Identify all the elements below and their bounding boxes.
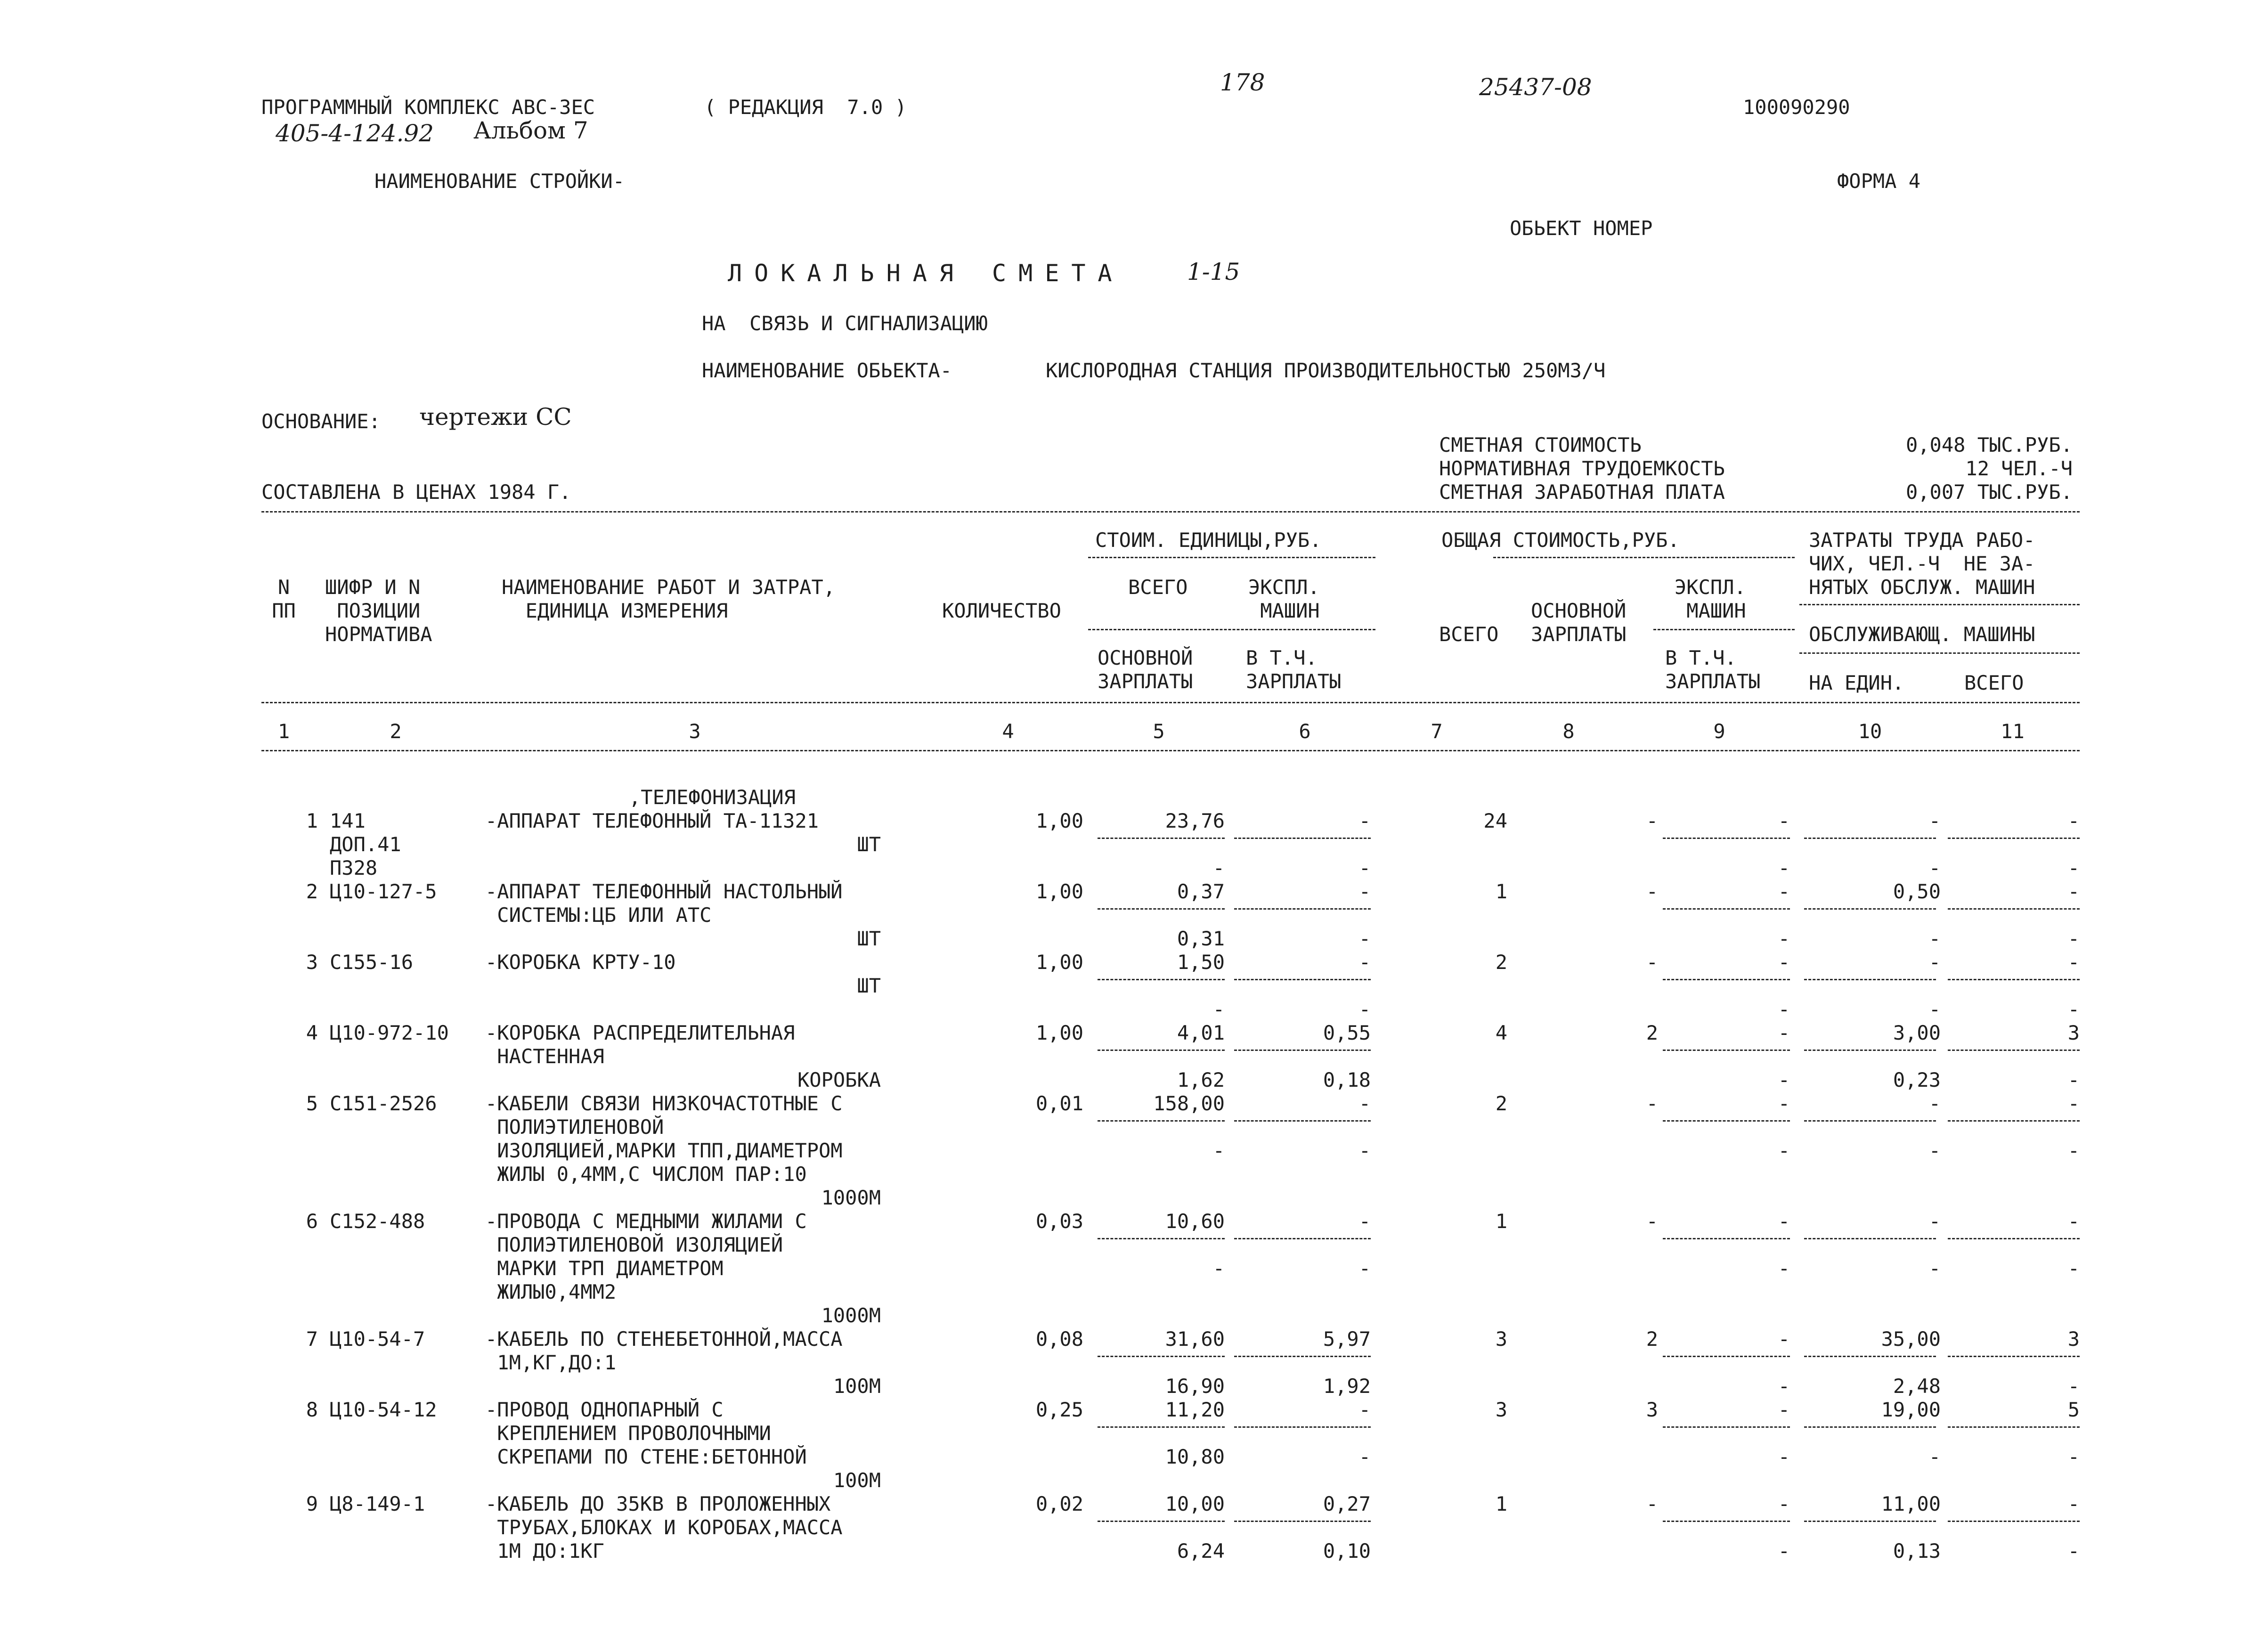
row-quantity: 0,03 — [1035, 1210, 1083, 1233]
row-labor-total-machines: - — [2067, 1139, 2080, 1162]
row-quantity: 1,00 — [1035, 880, 1083, 903]
col-number: 11 — [2001, 720, 2025, 743]
table-rule-numbers-bottom — [261, 750, 2080, 751]
row-unit: 1000М — [821, 1186, 881, 1209]
document-number: 100090290 — [1743, 96, 1850, 119]
document-number-handwritten: 25437-08 — [1479, 73, 1592, 101]
row-total-wage: - — [1646, 880, 1658, 903]
row-unit-machine: - — [1358, 1092, 1371, 1115]
row-unit-total: 4,01 — [1177, 1021, 1225, 1044]
row-labor-per-unit-machines: - — [1928, 998, 1941, 1021]
row-split-rule — [1948, 1120, 2080, 1122]
col-number: 9 — [1713, 720, 1725, 743]
row-labor-total: 5 — [2067, 1398, 2080, 1421]
row-split-rule — [1663, 1426, 1790, 1428]
row-labor-total-machines: - — [2067, 856, 2080, 879]
row-total-wage: - — [1646, 1092, 1658, 1115]
col-header-total: ВСЕГО — [1439, 623, 1499, 646]
row-split-rule — [1804, 1426, 1936, 1428]
row-quantity: 1,00 — [1035, 1021, 1083, 1044]
row-quantity: 0,25 — [1035, 1398, 1083, 1421]
row-unit-machine: - — [1358, 1210, 1371, 1233]
row-split-rule — [1663, 1238, 1790, 1239]
program-edition: ( РЕДАКЦИЯ 7.0 ) — [704, 96, 907, 119]
row-number: 2 — [306, 880, 318, 903]
row-total: 1 — [1495, 880, 1507, 903]
row-split-rule — [1234, 1521, 1371, 1522]
row-split-rule — [1804, 1120, 1936, 1122]
col-header-unit-wage: ОСНОВНОЙ ЗАРПЛАТЫ — [1098, 646, 1193, 693]
row-split-rule — [1234, 908, 1371, 910]
row-name: -КОРОБКА РАСПРЕДЕЛИТЕЛЬНАЯ НАСТЕННАЯ — [485, 1021, 795, 1068]
row-split-rule — [1948, 1356, 2080, 1357]
row-split-rule — [1663, 908, 1790, 910]
row-total: 24 — [1483, 809, 1507, 832]
row-labor-total: - — [2067, 1210, 2080, 1233]
row-unit-wage: 10,80 — [1165, 1445, 1225, 1468]
row-unit-wage: 6,24 — [1177, 1539, 1225, 1562]
row-unit-machine-wage: 0,18 — [1323, 1068, 1371, 1091]
row-unit-machine-wage: - — [1358, 1257, 1371, 1280]
row-name: -КАБЕЛИ СВЯЗИ НИЗКОЧАСТОТНЫЕ С ПОЛИЭТИЛЕНОВОЙ ИЗОЛЯЦИЕЙ,МАРКИ ТПП,ДИАМЕТРОМ ЖИЛЫ 0,4ММ,С ЧИСЛОМ ПАР:10 — [485, 1092, 843, 1186]
row-labor-total: 3 — [2067, 1021, 2080, 1044]
page-number-handwritten: 178 — [1220, 69, 1265, 96]
estimate-number-handwritten: 1-15 — [1187, 258, 1240, 285]
row-total: 3 — [1495, 1398, 1507, 1421]
row-split-rule — [1234, 1238, 1371, 1239]
row-total: 2 — [1495, 1092, 1507, 1115]
row-code: Ц10-54-12 — [330, 1398, 437, 1421]
summary-value-labor: 12 ЧЕЛ.-Ч — [1965, 457, 2073, 480]
col-number: 2 — [390, 720, 402, 743]
row-split-rule — [1804, 1356, 1936, 1357]
row-unit: ШТ — [857, 974, 881, 997]
summary-label-cost: СМЕТНАЯ СТОИМОСТЬ — [1439, 433, 1642, 456]
row-split-rule — [1804, 838, 1936, 839]
table-rule-labor-b — [1799, 652, 2080, 654]
row-unit-total: 0,37 — [1177, 880, 1225, 903]
row-unit-machine-wage: - — [1358, 1139, 1371, 1162]
album-label: Альбом 7 — [473, 117, 588, 144]
row-unit: ШТ — [857, 833, 881, 856]
col-group-total-cost: ОБЩАЯ СТОИМОСТЬ,РУБ. — [1441, 529, 1680, 552]
col-header-unit-machine: ЭКСПЛ. МАШИН — [1248, 576, 1320, 622]
row-split-rule — [1098, 1426, 1225, 1428]
row-total-wage: - — [1646, 809, 1658, 832]
row-quantity: 0,08 — [1035, 1327, 1083, 1351]
row-labor-per-unit: - — [1928, 809, 1941, 832]
row-labor-per-unit: - — [1928, 951, 1941, 974]
row-unit-wage: - — [1212, 1139, 1225, 1162]
row-total-machine: - — [1778, 951, 1790, 974]
col-number: 6 — [1299, 720, 1311, 743]
row-split-rule — [1663, 1356, 1790, 1357]
row-total-machine: - — [1778, 809, 1790, 832]
col-header-unit-machine-wage: В Т.Ч. ЗАРПЛАТЫ — [1246, 646, 1342, 693]
row-split-rule — [1234, 1050, 1371, 1051]
form-label: ФОРМА 4 — [1837, 170, 1921, 193]
row-labor-total-machines: - — [2067, 1445, 2080, 1468]
row-split-rule — [1098, 838, 1225, 839]
row-unit: КОРОБКА — [797, 1068, 881, 1091]
row-labor-total-machines: - — [2067, 927, 2080, 950]
summary-label-wage: СМЕТНАЯ ЗАРАБОТНАЯ ПЛАТА — [1439, 480, 1725, 504]
row-total-machine: - — [1778, 1210, 1790, 1233]
row-split-rule — [1948, 1050, 2080, 1051]
row-total-machine-wage: - — [1778, 1539, 1790, 1562]
row-labor-total: - — [2067, 809, 2080, 832]
row-total-machine: - — [1778, 1327, 1790, 1351]
row-unit-wage: - — [1212, 856, 1225, 879]
estimate-subject: НА СВЯЗЬ И СИГНАЛИЗАЦИЮ — [702, 312, 988, 335]
row-labor-total: - — [2067, 1492, 2080, 1515]
col-group-labor-machines: ОБСЛУЖИВАЮЩ. МАШИНЫ — [1809, 623, 2035, 646]
row-unit-machine: 0,55 — [1323, 1021, 1371, 1044]
row-quantity: 0,01 — [1035, 1092, 1083, 1115]
row-total-machine-wage: - — [1778, 998, 1790, 1021]
row-split-rule — [1804, 1521, 1936, 1522]
row-unit-machine: 0,27 — [1323, 1492, 1371, 1515]
row-unit: 100М — [833, 1469, 881, 1492]
table-rule-top — [261, 511, 2080, 513]
row-labor-per-unit: 35,00 — [1881, 1327, 1941, 1351]
object-name-label: НАИМЕНОВАНИЕ ОБЬЕКТА- — [702, 359, 952, 382]
table-rule-machine-mid — [1653, 629, 1795, 630]
row-code: 141 ДОП.41 П328 — [330, 809, 401, 879]
row-code: С155-16 — [330, 951, 414, 974]
row-name: -АППАРАТ ТЕЛЕФОННЫЙ ТА-11321 — [485, 809, 819, 832]
row-unit-wage: - — [1212, 1257, 1225, 1280]
row-unit-machine-wage: - — [1358, 856, 1371, 879]
row-labor-total-machines: - — [2067, 1068, 2080, 1091]
summary-value-wage: 0,007 ТЫС.РУБ. — [1905, 480, 2073, 504]
row-unit-machine: - — [1358, 951, 1371, 974]
row-split-rule — [1234, 1356, 1371, 1357]
row-name: -КАБЕЛЬ ПО СТЕНЕБЕТОННОЙ,МАССА 1М,КГ,ДО:1 — [485, 1327, 843, 1374]
row-number: 1 — [306, 809, 318, 832]
row-total-machine: - — [1778, 1021, 1790, 1044]
row-labor-total: - — [2067, 1092, 2080, 1115]
row-split-rule — [1948, 1521, 2080, 1522]
row-labor-total-machines: - — [2067, 998, 2080, 1021]
row-name: -ПРОВОДА С МЕДНЫМИ ЖИЛАМИ С ПОЛИЭТИЛЕНОВОЙ ИЗОЛЯЦИЕЙ МАРКИ ТРП ДИАМЕТРОМ ЖИЛЫ0,4ММ2 — [485, 1210, 807, 1303]
row-total-machine-wage: - — [1778, 1257, 1790, 1280]
row-split-rule — [1234, 1120, 1371, 1122]
row-unit-machine-wage: - — [1358, 998, 1371, 1021]
program-name: ПРОГРАММНЫЙ КОМПЛЕКС АВС-3ЕС — [261, 96, 595, 119]
row-total-machine: - — [1778, 880, 1790, 903]
row-total-wage: - — [1646, 1492, 1658, 1515]
row-unit-machine-wage: 1,92 — [1323, 1375, 1371, 1398]
row-total-machine-wage: - — [1778, 856, 1790, 879]
row-unit-total: 23,76 — [1165, 809, 1225, 832]
summary-label-labor: НОРМАТИВНАЯ ТРУДОЕМКОСТЬ — [1439, 457, 1725, 480]
row-split-rule — [1948, 979, 2080, 980]
row-number: 3 — [306, 951, 318, 974]
row-code: Ц8-149-1 — [330, 1492, 425, 1515]
row-split-rule — [1663, 1521, 1790, 1522]
row-split-rule — [1098, 908, 1225, 910]
row-total-machine: - — [1778, 1492, 1790, 1515]
row-unit-wage: 16,90 — [1165, 1375, 1225, 1398]
col-header-n: N ПП — [272, 576, 296, 622]
col-number: 3 — [689, 720, 701, 743]
basis-label: ОСНОВАНИЕ: — [261, 410, 381, 433]
col-header-unit-total: ВСЕГО — [1128, 576, 1188, 599]
row-split-rule — [1098, 1050, 1225, 1051]
row-split-rule — [1948, 908, 2080, 910]
row-split-rule — [1663, 1120, 1790, 1122]
row-total-wage: - — [1646, 1210, 1658, 1233]
row-labor-per-unit: 3,00 — [1893, 1021, 1941, 1044]
col-group-labor: ЗАТРАТЫ ТРУДА РАБО- ЧИХ, ЧЕЛ.-Ч НЕ ЗА- НЯТЫХ ОБСЛУЖ. МАШИН — [1809, 529, 2035, 599]
row-total: 1 — [1495, 1492, 1507, 1515]
row-total-machine-wage: - — [1778, 1445, 1790, 1468]
table-rule-labor-a — [1799, 604, 2080, 605]
row-split-rule — [1663, 838, 1790, 839]
row-labor-total: 3 — [2067, 1327, 2080, 1351]
row-total-machine: - — [1778, 1092, 1790, 1115]
row-code: Ц10-54-7 — [330, 1327, 425, 1351]
row-code: С152-488 — [330, 1210, 425, 1233]
row-labor-per-unit: - — [1928, 1092, 1941, 1115]
row-unit-wage: - — [1212, 998, 1225, 1021]
row-unit-wage: 1,62 — [1177, 1068, 1225, 1091]
object-number-label: ОБЬЕКТ НОМЕР — [1510, 217, 1653, 240]
row-unit-total: 1,50 — [1177, 951, 1225, 974]
basis-value: чертежи СС — [419, 403, 572, 431]
col-number: 1 — [277, 720, 290, 743]
construction-label: НАИМЕНОВАНИЕ СТРОЙКИ- — [374, 170, 625, 193]
row-split-rule — [1948, 1426, 2080, 1428]
row-name: -АППАРАТ ТЕЛЕФОННЫЙ НАСТОЛЬНЫЙ СИСТЕМЫ:ЦБ ИЛИ АТС — [485, 880, 843, 927]
row-labor-total: - — [2067, 951, 2080, 974]
row-name: -КОРОБКА КРТУ-10 — [485, 951, 676, 974]
table-rule-unit-cost-mid — [1088, 629, 1375, 630]
row-labor-per-unit: - — [1928, 1210, 1941, 1233]
row-total: 3 — [1495, 1327, 1507, 1351]
row-total-wage: 3 — [1646, 1398, 1658, 1421]
row-unit-machine: - — [1358, 1398, 1371, 1421]
row-unit-total: 158,00 — [1153, 1092, 1225, 1115]
row-number: 6 — [306, 1210, 318, 1233]
row-labor-per-unit-machines: - — [1928, 1445, 1941, 1468]
row-split-rule — [1804, 1238, 1936, 1239]
row-total: 2 — [1495, 951, 1507, 974]
row-total: 4 — [1495, 1021, 1507, 1044]
row-total-wage: 2 — [1646, 1327, 1658, 1351]
row-total-machine-wage: - — [1778, 927, 1790, 950]
row-labor-per-unit-machines: 2,48 — [1893, 1375, 1941, 1398]
row-total-wage: 2 — [1646, 1021, 1658, 1044]
row-split-rule — [1098, 1521, 1225, 1522]
row-unit-machine-wage: - — [1358, 927, 1371, 950]
row-split-rule — [1098, 1120, 1225, 1122]
col-header-total-machine-wage: В Т.Ч. ЗАРПЛАТЫ — [1665, 646, 1761, 693]
col-header-total-wage: ОСНОВНОЙ ЗАРПЛАТЫ — [1531, 599, 1627, 646]
col-header-name: НАИМЕНОВАНИЕ РАБОТ И ЗАТРАТ, ЕДИНИЦА ИЗМЕРЕНИЯ — [502, 576, 836, 622]
row-labor-per-unit: 11,00 — [1881, 1492, 1941, 1515]
row-split-rule — [1234, 1426, 1371, 1428]
col-group-unit-cost: СТОИМ. ЕДИНИЦЫ,РУБ. — [1095, 529, 1322, 552]
row-unit-machine: - — [1358, 880, 1371, 903]
row-unit-machine: 5,97 — [1323, 1327, 1371, 1351]
row-code: С151-2526 — [330, 1092, 437, 1115]
row-split-rule — [1804, 1050, 1936, 1051]
row-total-machine-wage: - — [1778, 1068, 1790, 1091]
col-header-code: ШИФР И N ПОЗИЦИИ НОРМАТИВА — [325, 576, 432, 646]
row-unit-total: 31,60 — [1165, 1327, 1225, 1351]
row-number: 9 — [306, 1492, 318, 1515]
row-unit-machine: - — [1358, 809, 1371, 832]
row-split-rule — [1948, 838, 2080, 839]
table-rule-total-cost — [1493, 557, 1795, 558]
price-base: СОСТАВЛЕНА В ЦЕНАХ 1984 Г. — [261, 480, 571, 504]
row-number: 8 — [306, 1398, 318, 1421]
row-unit-machine-wage: 0,10 — [1323, 1539, 1371, 1562]
row-split-rule — [1234, 979, 1371, 980]
row-quantity: 0,02 — [1035, 1492, 1083, 1515]
row-number: 5 — [306, 1092, 318, 1115]
row-labor-per-unit-machines: - — [1928, 927, 1941, 950]
row-quantity: 1,00 — [1035, 809, 1083, 832]
row-total: 1 — [1495, 1210, 1507, 1233]
col-number: 10 — [1858, 720, 1882, 743]
col-number: 8 — [1562, 720, 1575, 743]
row-total-machine-wage: - — [1778, 1375, 1790, 1398]
row-code: Ц10-127-5 — [330, 880, 437, 903]
table-rule-unit-cost — [1088, 557, 1375, 558]
row-split-rule — [1663, 979, 1790, 980]
page-title: ЛОКАЛЬНАЯ СМЕТА — [728, 260, 1124, 287]
row-number: 7 — [306, 1327, 318, 1351]
row-unit-total: 10,60 — [1165, 1210, 1225, 1233]
col-header-quantity: КОЛИЧЕСТВО — [942, 599, 1061, 622]
row-labor-per-unit-machines: 0,23 — [1893, 1068, 1941, 1091]
row-unit-wage: 0,31 — [1177, 927, 1225, 950]
row-quantity: 1,00 — [1035, 951, 1083, 974]
row-split-rule — [1804, 979, 1936, 980]
row-split-rule — [1098, 1238, 1225, 1239]
row-unit: ШТ — [857, 927, 881, 950]
row-total-wage: - — [1646, 951, 1658, 974]
row-labor-total-machines: - — [2067, 1375, 2080, 1398]
row-split-rule — [1098, 979, 1225, 980]
row-split-rule — [1098, 1356, 1225, 1357]
row-unit-total: 10,00 — [1165, 1492, 1225, 1515]
row-labor-per-unit-machines: 0,13 — [1893, 1539, 1941, 1562]
summary-value-cost: 0,048 ТЫС.РУБ. — [1905, 433, 2073, 456]
row-unit-total: 11,20 — [1165, 1398, 1225, 1421]
col-number: 4 — [1002, 720, 1014, 743]
row-labor-per-unit: 0,50 — [1893, 880, 1941, 903]
col-number: 5 — [1153, 720, 1165, 743]
row-total-machine: - — [1778, 1398, 1790, 1421]
row-number: 4 — [306, 1021, 318, 1044]
section-title: ,ТЕЛЕФОНИЗАЦИЯ — [629, 786, 796, 809]
row-labor-per-unit: 19,00 — [1881, 1398, 1941, 1421]
row-labor-total-machines: - — [2067, 1257, 2080, 1280]
row-labor-total-machines: - — [2067, 1539, 2080, 1562]
row-name: -КАБЕЛЬ ДО 35КВ В ПРОЛОЖЕННЫХ ТРУБАХ,БЛОКАХ И КОРОБАХ,МАССА 1М ДО:1КГ — [485, 1492, 843, 1562]
table-rule-header-bottom — [261, 702, 2080, 703]
row-split-rule — [1804, 908, 1936, 910]
row-labor-per-unit-machines: - — [1928, 1257, 1941, 1280]
row-name: -ПРОВОД ОДНОПАРНЫЙ С КРЕПЛЕНИЕМ ПРОВОЛОЧНЫМИ СКРЕПАМИ ПО СТЕНЕ:БЕТОННОЙ — [485, 1398, 807, 1468]
row-labor-per-unit-machines: - — [1928, 856, 1941, 879]
row-unit: 1000М — [821, 1304, 881, 1327]
row-split-rule — [1948, 1238, 2080, 1239]
col-header-labor-total: ВСЕГО — [1964, 671, 2024, 694]
col-number: 7 — [1431, 720, 1443, 743]
object-name: КИСЛОРОДНАЯ СТАНЦИЯ ПРОИЗВОДИТЕЛЬНОСТЬЮ 250М3/Ч — [1046, 359, 1606, 382]
row-total-machine-wage: - — [1778, 1139, 1790, 1162]
row-unit: 100М — [833, 1375, 881, 1398]
project-number-handwritten: 405-4-124.92 — [276, 120, 434, 147]
row-labor-per-unit-machines: - — [1928, 1139, 1941, 1162]
col-header-total-machine: ЭКСПЛ. МАШИН — [1675, 576, 1746, 622]
row-unit-machine-wage: - — [1358, 1445, 1371, 1468]
col-header-labor-per-unit: НА ЕДИН. — [1809, 671, 1904, 694]
row-split-rule — [1663, 1050, 1790, 1051]
row-split-rule — [1234, 838, 1371, 839]
row-code: Ц10-972-10 — [330, 1021, 449, 1044]
row-labor-total: - — [2067, 880, 2080, 903]
